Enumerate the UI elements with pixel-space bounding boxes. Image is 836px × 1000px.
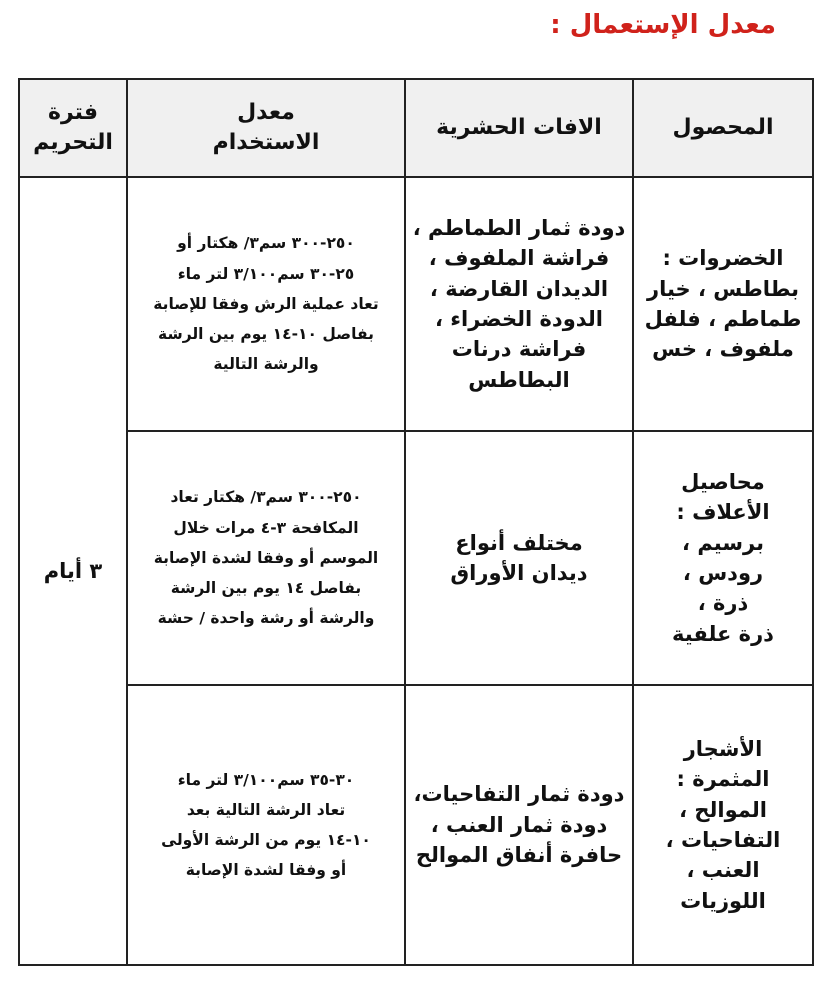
rate-line: والرشة التالية [213, 355, 319, 374]
header-rate [127, 79, 405, 177]
crop-line: الأعلاف : [676, 500, 770, 525]
pest-line: فراشة الملفوف ، [428, 246, 610, 271]
pests-cell [405, 431, 633, 685]
crop-line: المثمرة : [676, 767, 770, 792]
pest-line: الديدان القارضة ، [429, 276, 609, 301]
header-rate-line: معدل [237, 100, 295, 126]
rate-line: ٢٥٠-٣٠٠ سم٣/ هكتار أو [177, 234, 355, 253]
crop-line: ذرة ، [697, 591, 749, 616]
header-period-line: التحريم [33, 130, 113, 155]
pest-line: حافرة أنفاق الموالح [415, 843, 623, 868]
rate-line: تعاد عملية الرش وفقا للإصابة [153, 294, 379, 313]
header-rate-line: الاستخدام [212, 130, 320, 155]
period-cell: ٣ أيام [19, 177, 127, 965]
crop-line: الأشجار [683, 736, 763, 761]
page-title: معدل الإستعمال : [550, 10, 776, 40]
rate-line: بفاصل ١٤ يوم بين الرشة [170, 579, 362, 598]
crop-line: ذرة علفية [672, 621, 774, 646]
pests-cell [405, 685, 633, 965]
crop-line: العنب ، [686, 858, 760, 883]
rate-line: أو وفقا لشدة الإصابة [185, 861, 347, 880]
pest-line: ديدان الأوراق [450, 561, 588, 585]
crop-cell [633, 685, 813, 965]
crop-line: ملفوف ، خس [652, 337, 794, 362]
crop-line: بطاطس ، خيار [647, 276, 799, 301]
header-period-line: فترة [47, 100, 99, 126]
rate-line: والرشة أو رشة واحدة / حشة [157, 609, 375, 628]
header-crop: المحصول [633, 79, 813, 177]
pest-line: دودة ثمار التفاحيات، [413, 782, 625, 807]
pest-line: البطاطس [468, 367, 570, 392]
rate-line: الموسم أو وفقا لشدة الإصابة [153, 548, 379, 567]
crop-line: الموالح ، [679, 797, 767, 822]
crop-line: اللوزيات [680, 888, 766, 913]
crop-line: رودس ، [682, 561, 764, 585]
rate-line: ٢٥٠-٣٠٠ سم٣/ هكتار تعاد [170, 488, 362, 507]
rate-cell [127, 431, 405, 685]
crop-line: محاصيل [681, 469, 765, 494]
pests-cell [405, 177, 633, 431]
rate-line: بفاصل ١٠-١٤ يوم بين الرشة [158, 325, 374, 344]
table-row [19, 177, 813, 431]
crop-line: برسيم ، [682, 530, 764, 555]
crop-cell [633, 431, 813, 685]
usage-rate-table [18, 78, 814, 966]
header-pests: الافات الحشرية [405, 79, 633, 177]
header-period [19, 79, 127, 177]
pest-line: دودة ثمار الطماطم ، [412, 215, 626, 240]
rate-cell [127, 177, 405, 431]
table-header-row [19, 79, 813, 177]
rate-line: المكافحة ٣-٤ مرات خلال [173, 518, 359, 537]
crop-line: الخضروات : [662, 246, 784, 271]
rate-line: تعاد الرشة التالية بعد [186, 800, 346, 819]
crop-line: طماطم ، فلفل [644, 307, 802, 331]
crop-line: التفاحيات ، [665, 828, 781, 852]
rate-cell [127, 685, 405, 965]
table-row [19, 685, 813, 965]
crop-cell [633, 177, 813, 431]
pest-line: فراشة درنات [451, 337, 587, 362]
rate-line: ١٠-١٤ يوم من الرشة الأولى [161, 831, 371, 849]
pest-line: دودة ثمار العنب ، [430, 812, 608, 837]
pest-line: الدودة الخضراء ، [435, 307, 603, 331]
pest-line: مختلف أنواع [455, 530, 583, 555]
rate-line: ٢٥-٣٠ سم٣/١٠٠ لتر ماء [177, 264, 355, 283]
rate-line: ٣٠-٣٥ سم٣/١٠٠ لتر ماء [177, 770, 355, 789]
table-row [19, 431, 813, 685]
